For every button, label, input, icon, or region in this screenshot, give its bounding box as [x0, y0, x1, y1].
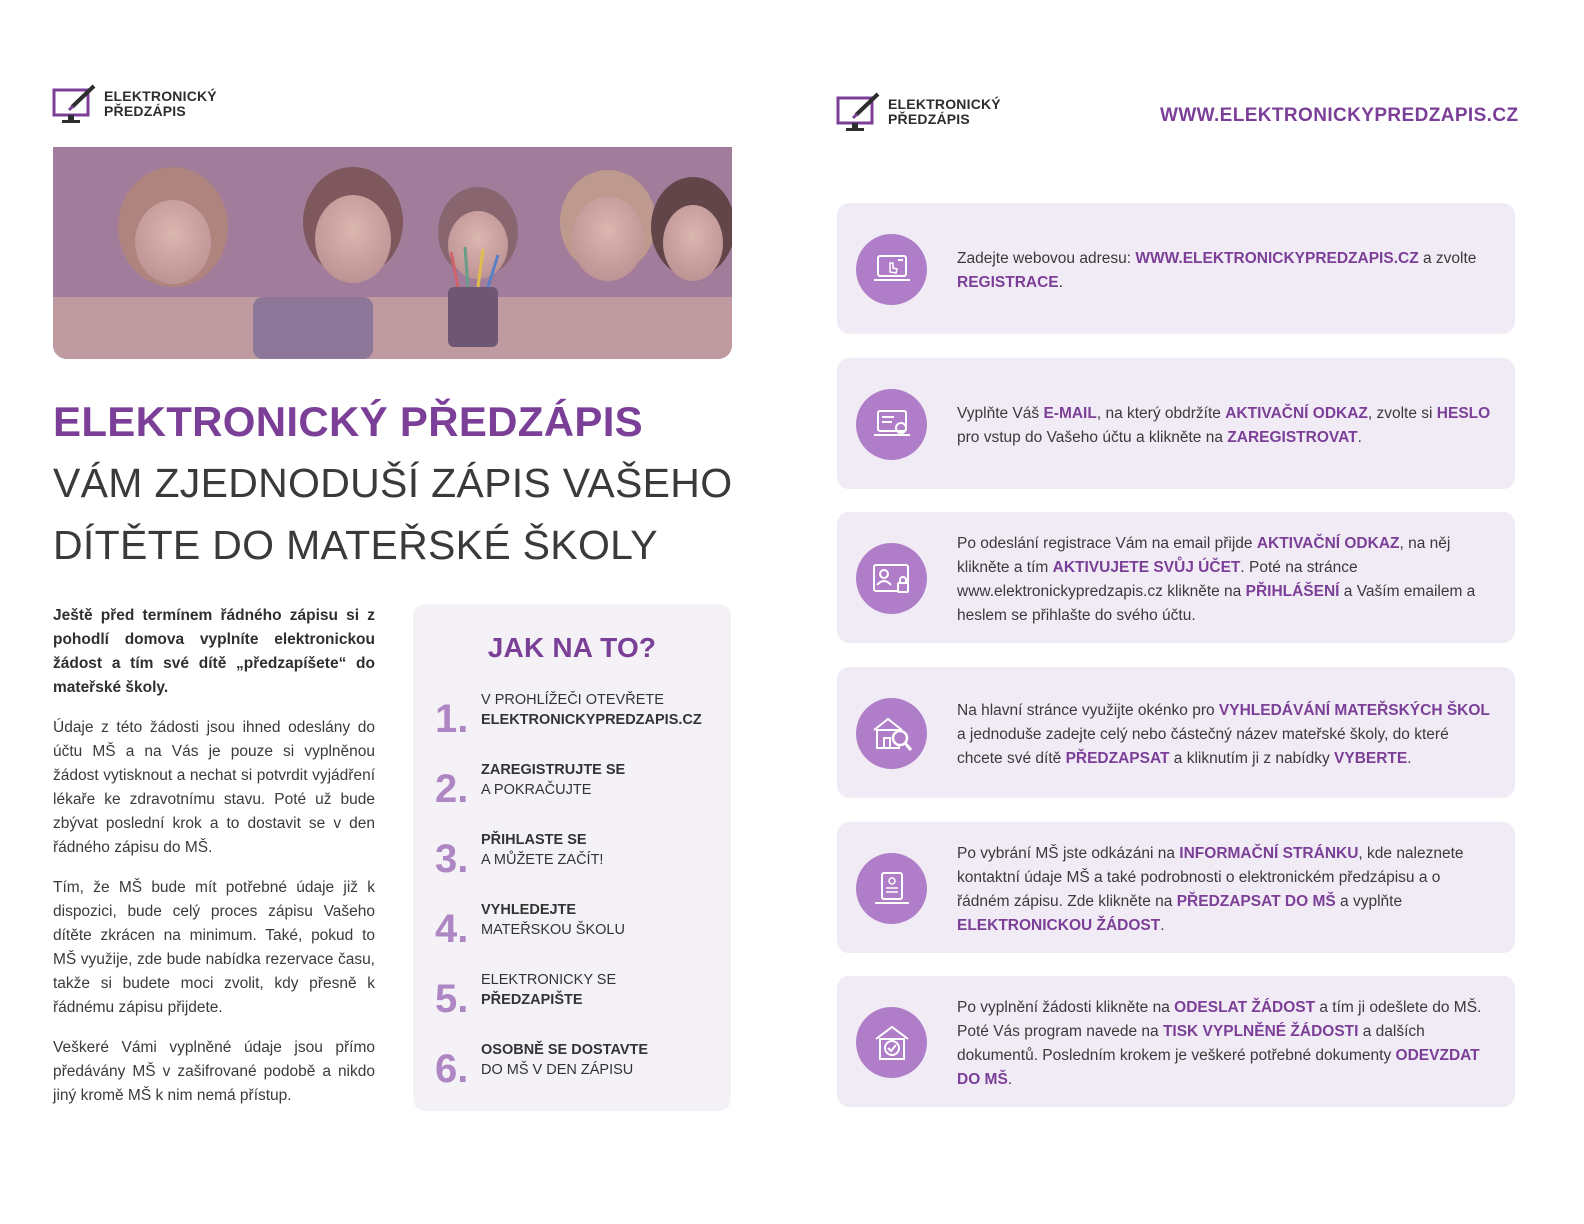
card-highlight: TISK VYPLNĚNÉ ŽÁDOSTI — [1162, 1023, 1359, 1040]
card-highlight: ELEKTRONICKOU ŽÁDOST — [957, 917, 1161, 934]
logo-line1: ELEKTRONICKÝ — [104, 88, 217, 104]
intro-paragraph-1: Údaje z této žádosti jsou ihned odeslány do účtu MŠ a na Vás je pouze si vyplněnou žádost vytisknout a nechat si potvrdit vyjádření lékaře ke zdravotnímu stavu. Poté už bude zbývat poslední krok a to dostavit se v den řádného zápisu do MŠ. — [53, 719, 375, 856]
step-text: ELEKTRONICKYPREDZAPIS.CZ — [481, 712, 702, 728]
card-highlight: AKTIVAČNÍ ODKAZ — [1225, 405, 1368, 422]
instruction-card-3 — [837, 512, 1515, 643]
card-text-segment: . — [1007, 1071, 1013, 1088]
how-to-box — [413, 604, 731, 1111]
card-text-segment: Vyplňte Váš — [957, 405, 1044, 422]
card-text-segment: , kde naleznete kontaktní údaje MŠ a také podrobnosti o elektronickém předzápisu a o řádném zápisu. Zde klikněte na — [957, 845, 1464, 910]
step-3 — [435, 832, 725, 882]
card-text-segment: Po vybrání MŠ jste odkázáni na — [957, 845, 1180, 862]
user-lock-icon — [856, 543, 927, 614]
logo-line2: PŘEDZÁPIS — [888, 111, 970, 127]
step-text: DO MŠ V DEN ZÁPISU — [481, 1062, 634, 1078]
card-text-segment: a vyplňte — [1335, 893, 1403, 910]
card-highlight: WWW.ELEKTRONICKYPREDZAPIS.CZ — [1135, 250, 1419, 267]
card-highlight: INFORMAČNÍ STRÁNKU — [1179, 845, 1359, 862]
step-number: 2. — [435, 767, 469, 811]
instruction-card-6 — [837, 976, 1515, 1107]
website-url[interactable]: WWW.ELEKTRONICKYPREDZAPIS.CZ — [1160, 105, 1519, 126]
card-text-segment: . Poté na stránce www.elektronickypredzapis.cz klikněte na — [957, 559, 1358, 600]
instruction-card-5 — [837, 822, 1515, 953]
card-highlight: HESLO — [1436, 405, 1491, 422]
card-text-segment: a jednoduše zadejte celý nebo částečný název mateřské školy, do které chcete své dítě — [957, 726, 1449, 767]
step-1 — [435, 692, 725, 742]
card-text-segment: . — [1407, 750, 1412, 767]
logo-line1: ELEKTRONICKÝ — [888, 96, 1001, 112]
intro-paragraph-3: Veškeré Vámi vyplněné údaje jsou přímo předávány MŠ v zašifrované podobě a nikdo jiný kromě MŠ k nim nemá přístup. — [53, 1039, 375, 1104]
step-6 — [435, 1042, 725, 1092]
step-text: OSOBNĚ SE DOSTAVTE — [481, 1042, 649, 1058]
instruction-card-2 — [837, 358, 1515, 489]
card-text-segment: a zvolte — [1418, 250, 1477, 267]
card-text-segment: . — [1357, 429, 1362, 446]
step-text: PŘEDZAPIŠTE — [481, 992, 583, 1008]
headline-line3: DÍTĚTE DO MATEŘSKÉ ŠKOLY — [53, 522, 658, 568]
card-highlight: VYBERTE — [1334, 750, 1408, 767]
card-text — [957, 402, 1497, 450]
step-2 — [435, 762, 725, 812]
logo-line2: PŘEDZÁPIS — [104, 103, 186, 119]
step-number: 3. — [435, 837, 469, 881]
laptop-click-icon — [856, 234, 927, 305]
document-info-icon — [856, 853, 927, 924]
step-text: VYHLEDEJTE — [481, 902, 577, 918]
school-search-icon — [856, 698, 927, 769]
card-text-segment: , na něj klikněte a tím — [957, 535, 1451, 576]
logo-right — [836, 91, 1001, 133]
card-highlight: E-MAIL — [1043, 405, 1097, 422]
card-text — [957, 532, 1497, 628]
card-highlight: PŘIHLÁŠENÍ — [1245, 583, 1340, 600]
card-highlight: ODEVZDAT DO MŠ — [957, 1047, 1480, 1088]
card-highlight: REGISTRACE — [957, 274, 1059, 291]
step-4 — [435, 902, 725, 952]
step-text: A POKRAČUJTE — [481, 782, 592, 798]
monitor-pen-icon — [52, 83, 98, 125]
card-highlight: ODESLAT ŽÁDOST — [1174, 999, 1316, 1016]
step-number: 4. — [435, 907, 469, 951]
card-highlight: PŘEDZAPSAT DO MŠ — [1176, 893, 1336, 910]
card-text-segment: a tím ji odešlete do MŠ. Poté Vás program navede na — [957, 999, 1482, 1040]
card-text-segment: a dalších dokumentů. Posledním krokem je veškeré potřebné dokumenty — [957, 1023, 1425, 1064]
card-text-segment: pro vstup do Vašeho účtu a klikněte na — [957, 429, 1228, 446]
step-number: 6. — [435, 1047, 469, 1091]
step-text: MATEŘSKOU ŠKOLU — [481, 922, 625, 938]
card-text-segment: , zvolte si — [1367, 405, 1437, 422]
step-number: 5. — [435, 977, 469, 1021]
monitor-pen-icon — [836, 91, 882, 133]
instruction-card-4 — [837, 667, 1515, 798]
card-text — [957, 699, 1497, 771]
card-text-segment: Zadejte webovou adresu: — [957, 250, 1136, 267]
step-text: PŘIHLASTE SE — [481, 832, 587, 848]
intro-paragraph-2: Tím, že MŠ bude mít potřebné údaje již k dispozici, bude celý proces zápisu Vašeho dítěte zkrácen na minimum. Také, pokud to MŠ využije, zde bude nabídka rezervace času, takže si budete moci zvolit, kdy přesně k řádnému zápisu přijdete. — [53, 879, 375, 1016]
intro-bold: Ještě před termínem řádného zápisu si z pohodlí domova vyplníte elektronickou žádost a tím své dítě „předzapíšete“ do mateřské školy. — [53, 607, 375, 696]
headline-line2: VÁM ZJEDNODUŠÍ ZÁPIS VAŠEHO — [53, 460, 733, 506]
card-text — [957, 842, 1497, 938]
house-check-icon — [856, 1007, 927, 1078]
card-text-segment: . — [1058, 274, 1063, 291]
children-drawing-photo — [53, 147, 732, 359]
card-text — [957, 247, 1497, 295]
step-number: 1. — [435, 697, 469, 741]
card-highlight: AKTIVAČNÍ ODKAZ — [1256, 535, 1400, 552]
card-text-segment: Po odeslání registrace Vám na email přijde — [957, 535, 1257, 552]
card-highlight: PŘEDZAPSAT — [1065, 750, 1170, 767]
card-text-segment: a Vaším emailem a heslem se přihlašte do svého účtu. — [957, 583, 1476, 624]
card-text-segment: Na hlavní stránce využijte okénko pro — [957, 702, 1219, 719]
logo-left — [52, 83, 217, 125]
headline-title: ELEKTRONICKÝ PŘEDZÁPIS — [53, 398, 643, 445]
card-highlight: VYHLEDÁVÁNÍ MATEŘSKÝCH ŠKOL — [1218, 702, 1490, 719]
card-text-segment: , na který obdržíte — [1096, 405, 1226, 422]
card-text — [957, 996, 1497, 1092]
card-text-segment: . — [1160, 917, 1165, 934]
step-text: ZAREGISTRUJTE SE — [481, 762, 626, 778]
step-text: A MŮŽETE ZAČÍT! — [481, 852, 604, 868]
step-5 — [435, 972, 725, 1022]
laptop-form-icon — [856, 389, 927, 460]
how-to-title: JAK NA TO? — [487, 632, 657, 663]
card-text-segment: Po vyplnění žádosti klikněte na — [957, 999, 1175, 1016]
step-text: V PROHLÍŽEČI OTEVŘETE — [481, 692, 664, 708]
instruction-card-1 — [837, 203, 1515, 334]
card-highlight: AKTIVUJETE SVŮJ ÚČET — [1052, 559, 1241, 576]
step-text: ELEKTRONICKY SE — [481, 972, 617, 988]
card-highlight: ZAREGISTROVAT — [1227, 429, 1358, 446]
card-text-segment: a kliknutím ji z nabídky — [1169, 750, 1335, 767]
